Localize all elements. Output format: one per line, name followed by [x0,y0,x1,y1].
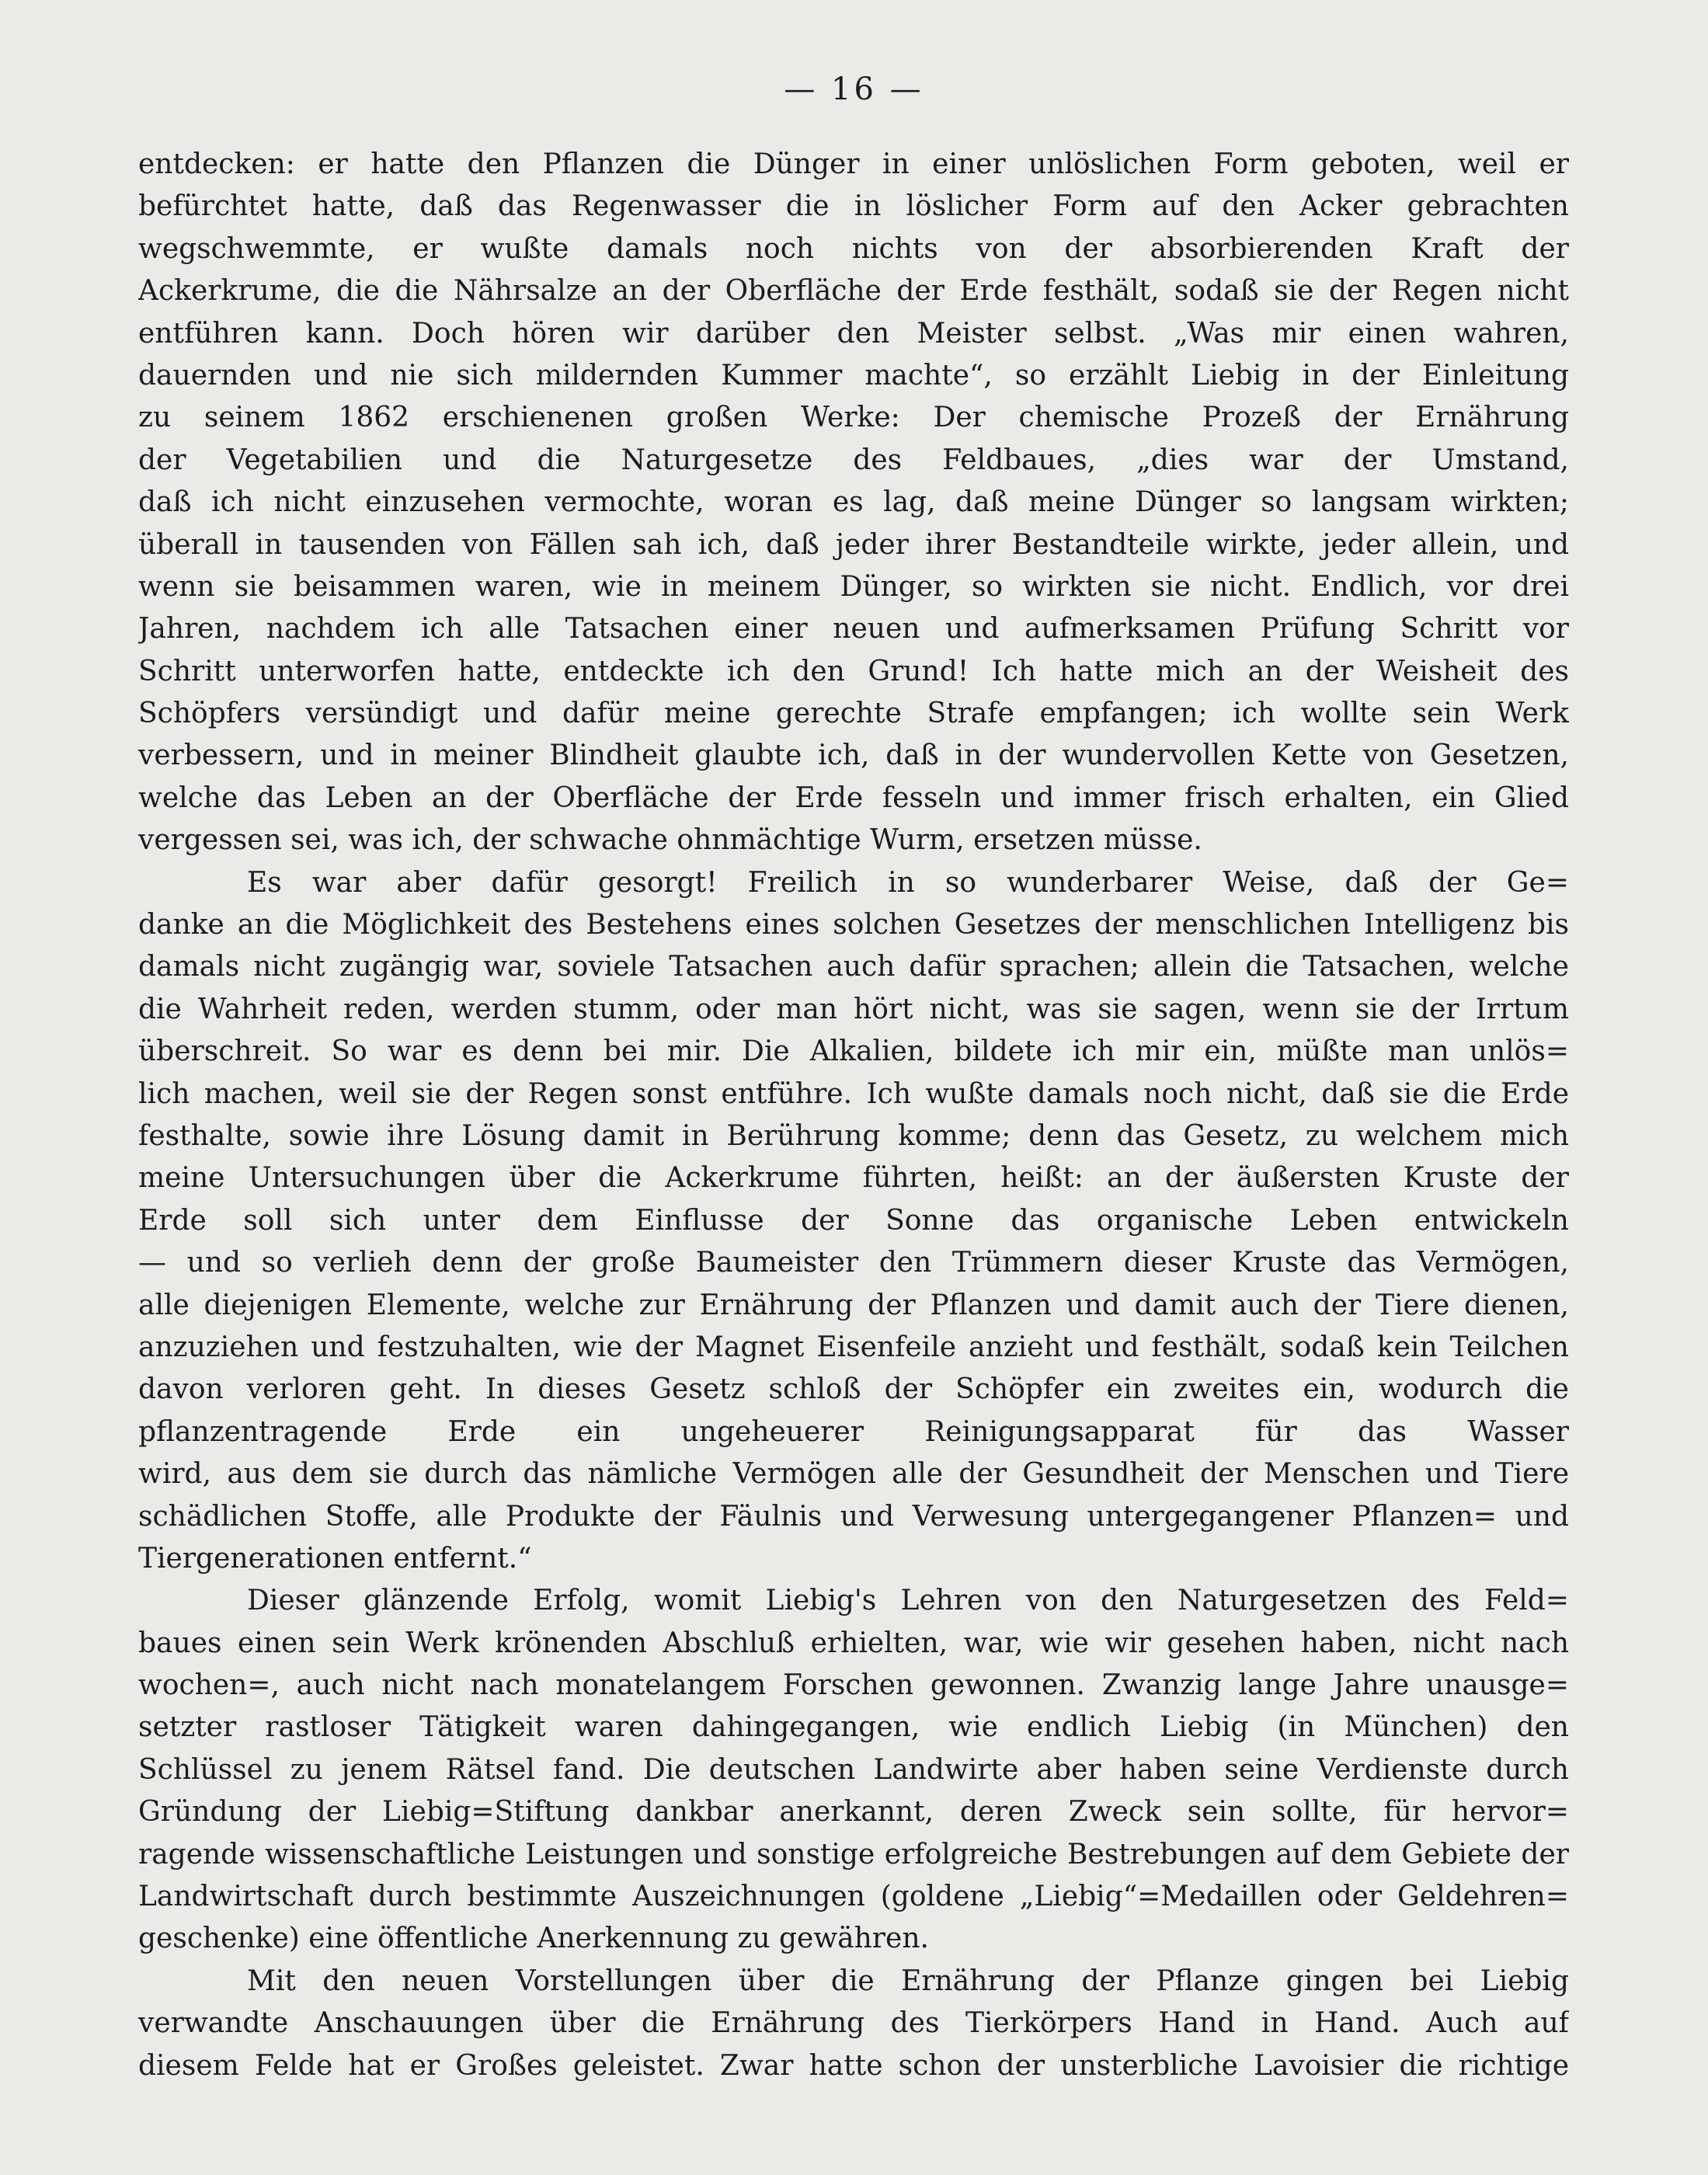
text-line: vergessen sei, was ich, der schwache ohnmächtige Wurm, ersetzen müsse. [138,824,1202,857]
text-line: setzter rastloser Tätigkeit waren dahingegangen, wie endlich Liebig (in München) den [138,1711,1569,1744]
text-line: Schlüssel zu jenem Rätsel fand. Die deutschen Landwirte aber haben seine Verdienste durch [138,1753,1569,1786]
text-line: Schritt unterworfen hatte, entdeckte ich den Grund! Ich hatte mich an der Weisheit des [138,655,1569,687]
text-line: baues einen sein Werk krönenden Abschluß erhielten, war, wie wir gesehen haben, nicht nach [138,1627,1569,1659]
text-line: Dieser glänzende Erfolg, womit Liebig's Lehren von den Naturgesetzen des Feld= [247,1585,1569,1617]
text-line: entführen kann. Doch hören wir darüber den Meister selbst. „Was mir einen wahren, [138,317,1569,350]
text-line: alle diejenigen Elemente, welche zur Ernährung der Pflanzen und damit auch der Tiere dienen, [138,1289,1569,1321]
page-number: — 16 — [784,71,924,107]
text-line: verbessern, und in meiner Blindheit glaubte ich, daß in der wundervollen Kette von Gesetzen, [138,740,1569,772]
text-line: verwandte Anschauungen über die Ernährung des Tierkörpers Hand in Hand. Auch auf [138,2007,1569,2040]
text-line: wegschwemmte, er wußte damals noch nichts von der absorbierenden Kraft der [138,232,1569,265]
text-line: welche das Leben an der Oberfläche der Erde fesseln und immer frisch erhalten, ein Glied [138,781,1569,814]
text-line: — und so verlieh denn der große Baumeister den Trümmern dieser Kruste das Vermögen, [138,1247,1569,1279]
text-line: daß ich nicht einzusehen vermochte, woran es lag, daß meine Dünger so langsam wirkten; [138,486,1569,519]
text-line: pflanzentragende Erde ein ungeheuerer Reinigungsapparat für das Wasser [138,1415,1569,1448]
text-line: damals nicht zugängig war, soviele Tatsachen auch dafür sprachen; allein die Tatsachen, welche [138,951,1569,983]
text-line: die Wahrheit reden, werden stumm, oder man hört nicht, was sie sagen, wenn sie der Irrtum [138,993,1569,1025]
text-line: wird, aus dem sie durch das nämliche Vermögen alle der Gesundheit der Menschen und Tiere [138,1458,1569,1491]
text-line: geschenke) eine öffentliche Anerkennung zu gewähren. [138,1923,929,1955]
text-line: anzuziehen und festzuhalten, wie der Magnet Eisenfeile anzieht und festhält, sodaß kein Teilchen [138,1331,1569,1363]
text-line: überschreit. So war es denn bei mir. Die Alkalien, bildete ich mir ein, müßte man unlös= [138,1035,1569,1068]
text-line: dauernden und nie sich mildernden Kummer machte“, so erzählt Liebig in der Einleitung [138,359,1569,392]
text-line: wochen=, auch nicht nach monatelangem Forschen gewonnen. Zwanzig lange Jahre unausge= [138,1669,1569,1702]
text-line: Erde soll sich unter dem Einflusse der Sonne das organische Leben entwickeln [138,1204,1569,1237]
text-line: Landwirtschaft durch bestimmte Auszeichnungen (goldene „Liebig“=Medaillen oder Geldehren= [138,1881,1569,1913]
text-line: Jahren, nachdem ich alle Tatsachen einer neuen und aufmerksamen Prüfung Schritt vor [138,613,1569,646]
text-line: davon verloren geht. In dieses Gesetz schloß der Schöpfer ein zweites ein, wodurch die [138,1373,1569,1406]
text-line: entdecken: er hatte den Pflanzen die Dünger in einer unlöslichen Form geboten, weil er [138,148,1569,180]
text-line: der Vegetabilien und die Naturgesetze des Feldbaues, „dies war der Umstand, [138,444,1569,476]
text-line: Ackerkrume, die die Nährsalze an der Oberfläche der Erde festhält, sodaß sie der Regen nicht [138,275,1569,308]
text-line: schädlichen Stoffe, alle Produkte der Fäulnis und Verwesung untergegangener Pflanzen= und [138,1500,1569,1533]
text-line: Mit den neuen Vorstellungen über die Ernährung der Pflanze gingen bei Liebig [247,1964,1569,1997]
body-text [138,144,1569,2087]
text-line: danke an die Möglichkeit des Bestehens eines solchen Gesetzes der menschlichen Intelligenz bis [138,909,1569,941]
text-line: Gründung der Liebig=Stiftung dankbar anerkannt, deren Zweck sein sollte, für hervor= [138,1796,1569,1829]
text-line: befürchtet hatte, daß das Regenwasser die in löslicher Form auf den Acker gebrachten [138,190,1569,223]
text-line: Schöpfers versündigt und dafür meine gerechte Strafe empfangen; ich wollte sein Werk [138,698,1569,730]
text-line: überall in tausenden von Fällen sah ich, daß jeder ihrer Bestandteile wirkte, jeder allein, und [138,528,1569,561]
text-line: meine Untersuchungen über die Ackerkrume führten, heißt: an der äußersten Kruste der [138,1162,1569,1195]
text-line: zu seinem 1862 erschienenen großen Werke: Der chemische Prozeß der Ernährung [138,402,1569,434]
text-line: diesem Felde hat er Großes geleistet. Zwar hatte schon der unsterbliche Lavoisier die richtige [138,2049,1569,2082]
text-line: wenn sie beisammen waren, wie in meinem Dünger, so wirkten sie nicht. Endlich, vor drei [138,570,1569,603]
text-line: Es war aber dafür gesorgt! Freilich in so wunderbarer Weise, daß der Ge= [247,866,1569,899]
text-line: lich machen, weil sie der Regen sonst entführe. Ich wußte damals noch nicht, daß sie die Erde [138,1077,1569,1110]
text-line: Tiergenerationen entfernt.“ [138,1542,532,1575]
text-line: festhalte, sowie ihre Lösung damit in Berührung komme; denn das Gesetz, zu welchem mich [138,1119,1569,1152]
text-line: ragende wissenschaftliche Leistungen und sonstige erfolgreiche Bestrebungen auf dem Gebiete der [138,1838,1569,1870]
